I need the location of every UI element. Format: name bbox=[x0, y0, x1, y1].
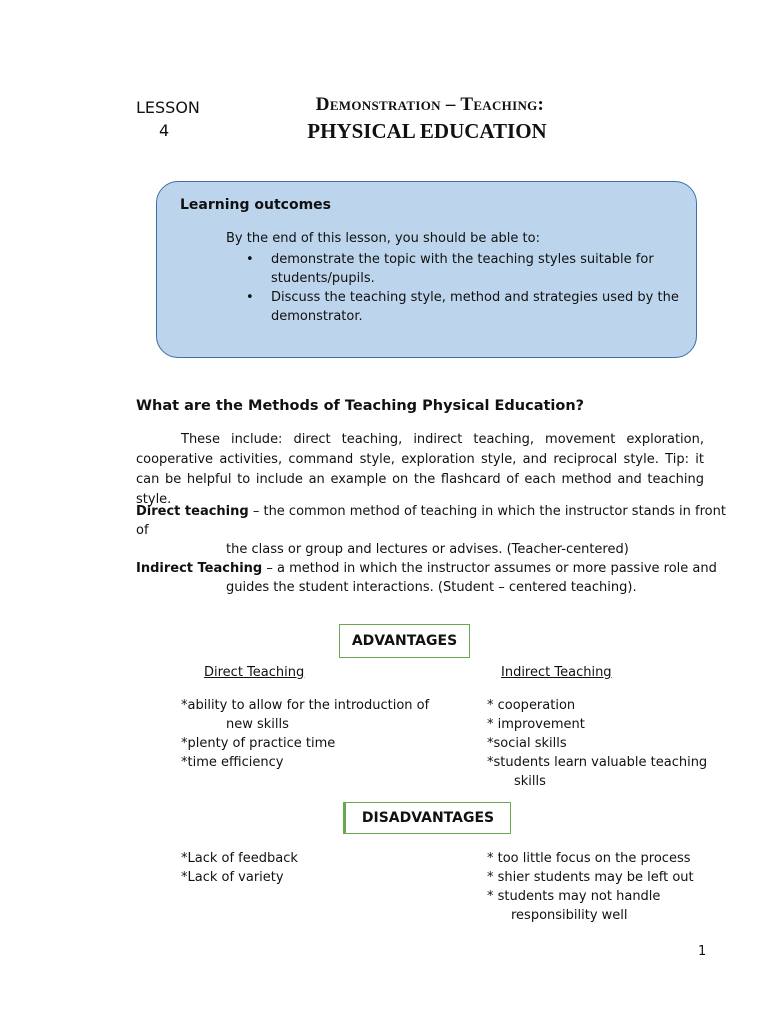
outcome-bullet-1-cont: students/pupils. bbox=[271, 271, 375, 286]
outcome-bullet-2 bbox=[246, 288, 679, 307]
direct-teaching-definition bbox=[136, 502, 736, 559]
disadvantages-label: DISADVANTAGES bbox=[343, 802, 511, 834]
disadv-indirect-item: responsibility well bbox=[511, 908, 628, 923]
disadv-indirect-item: * shier students may be left out bbox=[487, 870, 694, 885]
direct-teaching-heading: Direct Teaching bbox=[204, 665, 305, 680]
page-subtitle: PHYSICAL EDUCATION bbox=[307, 119, 547, 143]
adv-direct-item: *ability to allow for the introduction of bbox=[181, 698, 430, 713]
learning-outcomes-heading: Learning outcomes bbox=[180, 197, 332, 213]
disadv-indirect-item: * students may not handle bbox=[487, 889, 661, 904]
indirect-teaching-heading: Indirect Teaching bbox=[501, 665, 612, 680]
direct-teaching-def-line1: – the common method of teaching in which the instructor stands in front of bbox=[136, 504, 726, 538]
methods-paragraph: These include: direct teaching, indirect teaching, movement exploration, cooperative activities, command style, exploration style, and reciprocal style. Tip: it can be helpful to include an example on the flashcard of each method and teaching style. bbox=[136, 432, 704, 507]
learning-outcomes-intro: By the end of this lesson, you should be able to: bbox=[226, 231, 540, 246]
adv-direct-item: *plenty of practice time bbox=[181, 736, 336, 751]
adv-direct-item: new skills bbox=[226, 717, 289, 732]
adv-direct-item: *time efficiency bbox=[181, 755, 284, 770]
bullet-icon: • bbox=[246, 252, 254, 267]
disadv-indirect-item: * too little focus on the process bbox=[487, 851, 691, 866]
adv-indirect-item: * improvement bbox=[487, 717, 585, 732]
indirect-teaching-term: Indirect Teaching bbox=[136, 561, 263, 576]
adv-indirect-item: *social skills bbox=[487, 736, 567, 751]
methods-heading: What are the Methods of Teaching Physical Education? bbox=[136, 398, 585, 414]
indirect-teaching-def-line2: guides the student interactions. (Student – centered teaching). bbox=[226, 580, 637, 595]
lesson-number: 4 bbox=[159, 121, 170, 140]
adv-indirect-item: * cooperation bbox=[487, 698, 576, 713]
outcome-bullet-text: Discuss the teaching style, method and strategies used by the bbox=[271, 290, 679, 305]
advantages-label: ADVANTAGES bbox=[339, 624, 470, 658]
direct-teaching-term: Direct teaching bbox=[136, 504, 249, 519]
outcome-bullet-2-cont: demonstrator. bbox=[271, 309, 363, 324]
disadv-direct-item: *Lack of feedback bbox=[181, 851, 298, 866]
disadv-direct-item: *Lack of variety bbox=[181, 870, 284, 885]
bullet-icon: • bbox=[246, 290, 254, 305]
outcome-bullet-1 bbox=[246, 250, 654, 269]
outcome-bullet-text: demonstrate the topic with the teaching styles suitable for bbox=[271, 252, 654, 267]
indirect-teaching-def-line1: – a method in which the instructor assumes or more passive role and bbox=[262, 561, 717, 576]
page-number: 1 bbox=[698, 944, 707, 959]
page-title: Demonstration – Teaching: bbox=[315, 94, 545, 115]
direct-teaching-def-line2: the class or group and lectures or advises. (Teacher-centered) bbox=[226, 542, 629, 557]
lesson-label: LESSON bbox=[136, 98, 200, 117]
adv-indirect-item: *students learn valuable teaching bbox=[487, 755, 708, 770]
indirect-teaching-definition bbox=[136, 559, 736, 597]
adv-indirect-item: skills bbox=[514, 774, 546, 789]
